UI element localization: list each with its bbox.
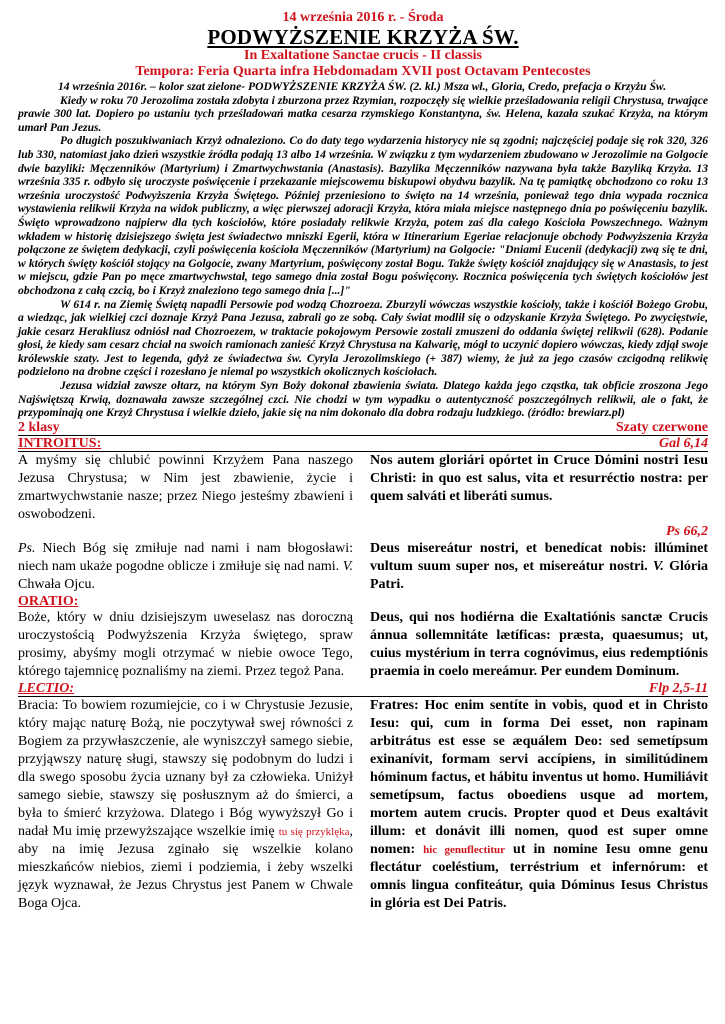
introitus-latin: [370, 452, 708, 524]
intro-paragraph: Po długich poszukiwaniach Krzyż odnaleziono. Co do daty tego wydarzenia historycy nie są zgodni; najczęściej podaje się rok 320, 326 lub 330, natomiast jako dzień wszystkie źródła podają 13 albo 14 września. W związku z tym wydarzeniem zbudowano w Jerozolimie na Golgocie dwie bazyliki: Męczenników (Martyrium) i Zmartwychwstania (Anastasis). Bazylika Męczenników nazywana była także Bazyliką Krzyża. 13 września 335 r. odbyło się uroczyste poświęcenie i przekazanie miejscowemu biskupowi obydwu bazylik. Na tę pamiątkę obchodzono co roku 13 września uroczystość Podwyższenia Krzyża Świętego. Później przeniesiono to święto na 14 września, ponieważ tego dnia wypada rocznica wystawienia relikwii Krzyża na widok publiczny, a więc pierwszej adoracji Krzyża, która miała miejsce następnego dnia po poświęceniu bazylik. Święto wprowadzono najpierw dla tych kościołów, które posiadały relikwie Krzyża, potem zaś dla całego Kościoła Powszechnego. Ważnym wkładem w historię dzisiejszego święta jest świadectwo mniszki Egerii, która w Itinerarium Egeriae relacjonuje obchody Podwyższenia Krzyża połączone ze świętem dedykacji, czyli poświęcenia kościoła Męczenników (Martyrium) na Golgocie: "Dniami Eucenii (dedykacji) zwą się te dni, w których święty kościół stojący na Golgocie, zwany Martyrium, poświęcony został Bogu. Także święty kościół znajdujący się w Anastasis, to jest w miejscu, gdzie Pan po męce zmartwychwstał, tego samego dnia został Bogu poświęcony. Rocznica poświęcenia tych świętych kościołów jest obchodzona z całą czcią, bo i Krzyż znaleziono tego samego dnia [...]": [18, 134, 708, 297]
feast-date: 14 września 2016 r. - Środa: [282, 10, 444, 25]
intro-paragraph: 14 września 2016r. – kolor szat zielone- PODWYŻSZENIE KRZYŻA ŚW. (2. kl.) Msza wł., Gloria, Credo, prefacja o Krzyżu Św.: [58, 80, 667, 93]
lectio-polish: [18, 697, 353, 913]
lectio-ref: Flp 2,5-11: [648, 680, 708, 696]
psalm-ref: Ps 66,2: [666, 523, 708, 539]
introitus-polish: [18, 452, 353, 524]
psalm-polish: [18, 540, 353, 594]
introitus-latin-text: Nos autem gloriári opórtet in Cruce Dómini nostri Iesu Christi: in quo est salus, vita et resurréctio nostra: per quem salváti et liberáti sumus.: [370, 452, 708, 504]
intro-paragraph: Kiedy w roku 70 Jerozolima została zdobyta i zburzona przez Rzymian, rozpoczęły się wielkie prześladowania religii Chrystusa, trwające prawie 300 lat. Dopiero po ustaniu tych prześladowań matka cesarza rzymskiego Konstantyna, św. Helena, kazała szukać Krzyża, na którym umarł Pan Jezus.: [18, 93, 708, 134]
introitus-ref: Gal 6,14: [659, 435, 708, 451]
lectio-header: [18, 681, 708, 697]
intro-paragraph: Jezusa widział zawsze ołtarz, na którym Syn Boży dokonał zbawienia świata. Dlatego każda jego cząstka, tak obficie zroszona Jego Najświętszą Krwią, doznawała zawsze szczególnej czci. Nie chodzi w tym wypadku o autentyczność poszczególnych relikwii, ale o fakt, że przypominają one Krzyż Chrystusa i wielkie dzieło, jakie się na nim dokonało dla dobra rodzaju ludzkiego. (źródło: brewiarz.pl): [18, 379, 708, 420]
gloria-polish: Chwała Ojcu.: [18, 576, 95, 592]
introitus-label: INTROITUS:: [18, 435, 102, 451]
versicle-mark: V.: [652, 558, 664, 574]
vestments-label: Szaty czerwone: [615, 419, 708, 435]
introitus-header: [18, 436, 708, 452]
lectio-polish-text: Bracia: To bowiem rozumiejcie, co i w Chrystusie Jezusie, który mając naturę Bożą, nie poczytywał swej równości z Bogiem za przywłaszczenie, ale wyniszczył samego siebie, przyjąwszy naturę sługi, stawszy się podobnym do ludzi i dla swego sposobu życia uznany był za człowieka. Uniżył samego siebie, stawszy się posłusznym aż do śmierci, a była to śmierć krzyżowa. Dlatego i Bóg wywyższył Go i nadał Mu imię przewyższające wszelkie imię: [18, 697, 353, 839]
psalm-latin: [370, 540, 708, 594]
oratio-polish-text: Boże, który w dniu dzisiejszym uweselasz nas doroczną uroczystością Podwyższenia Krzyża świętego, spraw prosimy, abyśmy mogli otrzymać w niebie owoce Tego, którego tajemnicę poznaliśmy na ziemi. Przez tegoż Pana.: [18, 609, 353, 679]
oratio-latin-text: Deus, qui nos hodiérna die Exaltatiónis sanctæ Crucis ánnua sollemnitáte lætíficas: præsta, quaesumus; ut, cuius mystérium in terra cognóvimus, eius redemptiónis praemia in coelo mereámur. Per eundem Dominum.: [370, 609, 708, 679]
oratio-polish: [18, 609, 353, 681]
lectio-latin-text-end: ut in nomine Iesu omne genu flectátur coeléstium, terréstrium et infernórum: et omnis lingua confiteátur, quia Dóminus Iesus Christus in glória est Dei Patris.: [370, 841, 709, 911]
document-page: [18, 10, 708, 913]
kneel-rubric-polish: tu się przyklęka: [278, 825, 350, 838]
feast-title: PODWYŻSZENIE KRZYŻA ŚW.: [207, 25, 519, 49]
oratio-latin: [370, 609, 708, 681]
introitus-row: [18, 452, 708, 524]
latin-title: In Exaltatione Sanctae crucis - II classis: [244, 48, 482, 63]
psalm-label: Ps.: [18, 540, 36, 556]
psalm-polish-text: Niech Bóg się zmiłuje nad nami i nam błogosławi: niech nam ukaże pogodne oblicze i zmiłuje się nad nami.: [18, 540, 353, 574]
lectio-polish-text-end: , aby na imię Jezusa zginało się wszelkie kolano mieszkańców niebios, ziemi i podziemia, i żeby wszelki język wyznawał, że Jezus Chrystus jest Panem w Chwale Boga Ojca.: [18, 823, 353, 911]
versicle-mark: V.: [342, 558, 353, 574]
intro-paragraph: W 614 r. na Ziemię Świętą napadli Persowie pod wodzą Chozroeza. Zburzyli wówczas wszystkie kościoły, także i kościół Bożego Grobu, a wiedząc, jak wielkiej czci doznaje Krzyż Pana Jezusa, zabrali go ze sobą. Cały świat modlił się o odzyskanie Krzyża Świętego. Po zwycięstwie, jakie cesarz Herakliusz odniósł nad Chozroezem, w traktacie pokojowym Persowie zostali zmuszeni do oddania świętej relikwii (628). Podanie głosi, że kiedy sam cesarz chciał na swoich ramionach zanieść Krzyż Chrystusa na Kalwarię, mógł to uczynić dopiero wówczas, kiedy zdjął swoje królewskie szaty. Jest to legenda, gdyż ze świadectwa św. Cyryla Jerozolimskiego (+ 387) wiemy, że już za jego czasów czcigodną relikwię podzielono na drobne części i rozesłano je niemal po wszystkich okolicznych kościołach.: [18, 297, 708, 379]
gloria-latin: Glória Patri.: [370, 558, 708, 592]
psalm-latin-text: Deus misereátur nostri, et benedícat nobis: illúminet vultum suum super nos, et misereátur nostri.: [370, 540, 708, 574]
kneel-rubric-latin: hic genuflectitur: [423, 843, 505, 856]
class-label: 2 klasy: [18, 419, 60, 435]
intro-text: [18, 80, 708, 420]
lectio-label: LECTIO:: [18, 680, 74, 696]
lectio-latin: [370, 697, 708, 913]
oratio-label: ORATIO:: [18, 593, 79, 609]
introitus-polish-text: A myśmy się chlubić powinni Krzyżem Pana naszego Jezusa Chrystusa; w Nim jest zbawienie, życie i zmartwychwstanie nasze; przez Niego jesteśmy zbawieni i oswobodzeni.: [18, 452, 353, 522]
lectio-row: [18, 697, 708, 913]
psalm-row: [18, 540, 708, 594]
oratio-row: [18, 609, 708, 681]
tempora-line: Tempora: Feria Quarta infra Hebdomadam XVII post Octavam Pentecostes: [135, 64, 591, 79]
oratio-header: [18, 594, 708, 609]
lectio-latin-text: Fratres: Hoc enim sentíte in vobis, quod et in Christo Iesu: qui, cum in forma Dei esset, non rapinam arbitrátus est esse se æquálem Deo: sed semetípsum exinanívit, formam servi accípiens, in similitúdinem hóminum factus, et hábitu inventus ut homo. Humiliávit semetípsum, factus oboediens usque ad mortem, mortem autem crucis. Propter quod et Deus exaltávit illum: et donávit illi nomen, quod est super omne nomen:: [370, 697, 708, 857]
class-and-vestments-bar: [18, 420, 708, 436]
